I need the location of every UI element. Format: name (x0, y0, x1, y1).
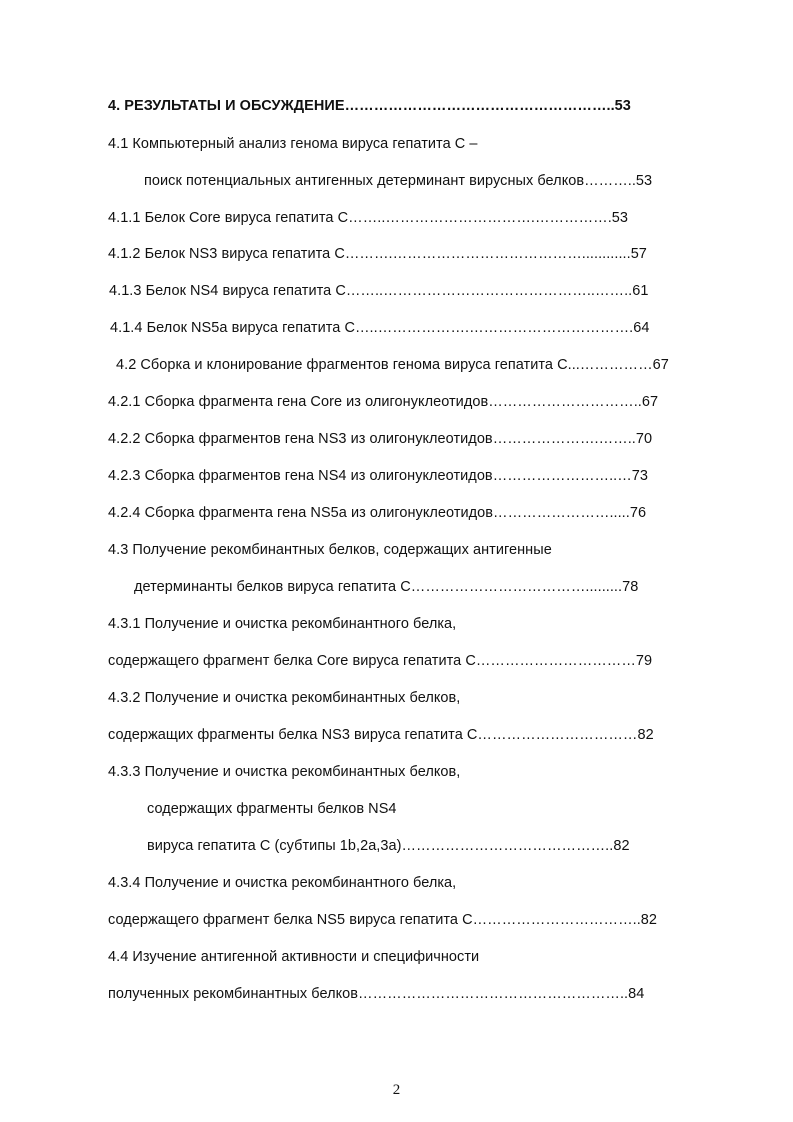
toc-entry-4-2-3: 4.2.3 Сборка фрагментов гена NS4 из олигонуклеотидов……………………..…73 (108, 468, 649, 484)
toc-entry-4-1-4: 4.1.4 Белок NS5a вируса гепатита С…..……………….…………………………….64 (110, 320, 650, 336)
toc-entry-4-4-cont: полученных рекомбинантных белков………………………………………………..84 (108, 986, 645, 1002)
toc-entry-4-2-2: 4.2.2 Сборка фрагментов гена NS3 из олигонуклеотидов………………….……..70 (108, 431, 653, 447)
page-number: 2 (392, 1082, 401, 1098)
toc-entry-4-1-2: 4.1.2 Белок NS3 вируса гепатита С……….…………………………………............57 (108, 246, 647, 262)
toc-entry-4-4: 4.4 Изучение антигенной активности и специфичности (108, 949, 480, 965)
toc-entry-4-1-cont: поиск потенциальных антигенных детерминант вирусных белков………..53 (144, 173, 653, 189)
toc-entry-4-2-4: 4.2.4 Сборка фрагмента гена NS5a из олигонуклеотидов…………………….....76 (108, 505, 647, 521)
toc-entry-4-1-3: 4.1.3 Белок NS4 вируса гепатита С……..……………………………………..……..61 (109, 283, 649, 299)
toc-entry-4-3-4-cont: содержащего фрагмент белка NS5 вируса гепатита С……………………………..82 (108, 912, 658, 928)
toc-entry-4-3: 4.3 Получение рекомбинантных белков, содержащих антигенные (108, 542, 552, 558)
toc-entry-4-2: 4.2 Сборка и клонирование фрагментов генома вируса гепатита С...……………67 (116, 357, 669, 373)
toc-entry-4-3-1: 4.3.1 Получение и очистка рекомбинантного белка, (108, 616, 457, 632)
toc-heading-4: 4. РЕЗУЛЬТАТЫ И ОБСУЖДЕНИЕ………………………………………………..53 (108, 98, 631, 114)
toc-entry-4-1-1: 4.1.1 Белок Core вируса гепатита С……..………………………….…………….53 (108, 210, 629, 226)
toc-entry-4-3-4: 4.3.4 Получение и очистка рекомбинантного белка, (108, 875, 457, 891)
toc-entry-4-2-1: 4.2.1 Сборка фрагмента гена Core из олигонуклеотидов…………………………..67 (108, 394, 659, 410)
toc-entry-4-3-2: 4.3.2 Получение и очистка рекомбинантных белков, (108, 690, 461, 706)
toc-entry-4-3-3-cont2: вируса гепатита С (субтипы 1b,2a,3a)……………………………………..82 (147, 838, 630, 854)
toc-entry-4-3-3-cont1: содержащих фрагменты белков NS4 (147, 801, 397, 817)
toc-entry-4-3-cont: детерминанты белков вируса гепатита С……………………………….........78 (134, 579, 639, 595)
toc-entry-4-3-3: 4.3.3 Получение и очистка рекомбинантных белков, (108, 764, 461, 780)
toc-entry-4-3-2-cont: содержащих фрагменты белка NS3 вируса гепатита С……………………………82 (108, 727, 654, 743)
toc-entry-4-3-1-cont: содержащего фрагмент белка Core вируса гепатита С……………………………79 (108, 653, 653, 669)
toc-entry-4-1: 4.1 Компьютерный анализ генома вируса гепатита С – (108, 136, 478, 152)
